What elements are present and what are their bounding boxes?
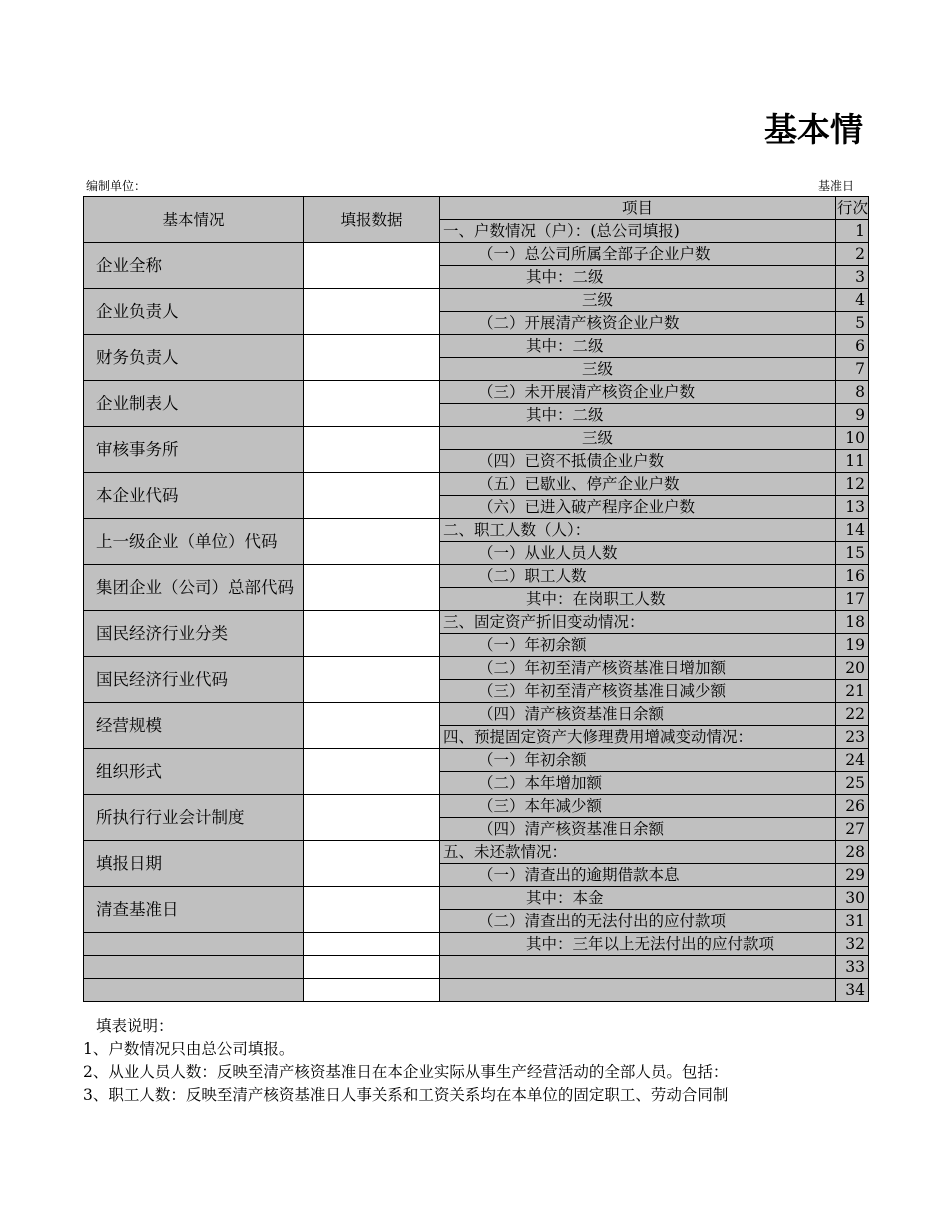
input-base-date[interactable] — [304, 887, 440, 933]
item-label: （三）年初至清产核资基准日减少额 — [440, 680, 836, 703]
item-label: 一、户数情况（户）：(总公司填报) — [440, 220, 836, 243]
label-industry-class: 国民经济行业分类 — [84, 611, 304, 657]
label-company-name: 企业全称 — [84, 243, 304, 289]
item-label: （二）本年增加额 — [440, 772, 836, 795]
item-label — [440, 979, 836, 1002]
header-row-no: 行次 — [836, 197, 869, 220]
row-number: 3 — [836, 266, 869, 289]
table-row — [84, 841, 869, 864]
row-number: 20 — [836, 657, 869, 680]
item-label: （五）已歇业、停产企业户数 — [440, 473, 836, 496]
instructions-heading: 填表说明： — [96, 1017, 174, 1035]
item-label: 其中：二级 — [440, 404, 836, 427]
table-row — [84, 427, 869, 450]
row-number: 26 — [836, 795, 869, 818]
label-company-code: 本企业代码 — [84, 473, 304, 519]
item-label: （一）从业人员人数 — [440, 542, 836, 565]
item-label: （三）本年减少额 — [440, 795, 836, 818]
row-number: 10 — [836, 427, 869, 450]
row-number: 23 — [836, 726, 869, 749]
empty-label-cell — [84, 933, 304, 956]
item-label: （三）未开展清产核资企业户数 — [440, 381, 836, 404]
item-label: （二）清查出的无法付出的应付款项 — [440, 910, 836, 933]
item-label: （四）已资不抵债企业户数 — [440, 450, 836, 473]
table-row — [84, 197, 869, 220]
table-row — [84, 335, 869, 358]
table-row — [84, 657, 869, 680]
row-number: 4 — [836, 289, 869, 312]
row-number: 6 — [836, 335, 869, 358]
row-number: 2 — [836, 243, 869, 266]
label-finance-head: 财务负责人 — [84, 335, 304, 381]
input-preparer[interactable] — [304, 381, 440, 427]
item-label: 四、预提固定资产大修理费用增减变动情况： — [440, 726, 836, 749]
item-label: 三级 — [440, 427, 836, 450]
empty-input-cell[interactable] — [304, 933, 440, 956]
item-label: （六）已进入破产程序企业户数 — [440, 496, 836, 519]
row-number: 18 — [836, 611, 869, 634]
input-company-name[interactable] — [304, 243, 440, 289]
table-row — [84, 381, 869, 404]
row-number: 25 — [836, 772, 869, 795]
row-number: 5 — [836, 312, 869, 335]
input-accounting-system[interactable] — [304, 795, 440, 841]
row-number: 29 — [836, 864, 869, 887]
item-label: （四）清产核资基准日余额 — [440, 703, 836, 726]
header-basic-info: 基本情况 — [84, 197, 304, 243]
input-company-code[interactable] — [304, 473, 440, 519]
table-row — [84, 473, 869, 496]
row-number: 9 — [836, 404, 869, 427]
header-fill-data: 填报数据 — [304, 197, 440, 243]
label-industry-code: 国民经济行业代码 — [84, 657, 304, 703]
item-label: 其中：三年以上无法付出的应付款项 — [440, 933, 836, 956]
label-legal-rep: 企业负责人 — [84, 289, 304, 335]
label-org-form: 组织形式 — [84, 749, 304, 795]
row-number: 28 — [836, 841, 869, 864]
empty-label-cell — [84, 979, 304, 1002]
row-number: 31 — [836, 910, 869, 933]
input-parent-code[interactable] — [304, 519, 440, 565]
table-row — [84, 956, 869, 979]
input-business-scale[interactable] — [304, 703, 440, 749]
row-number: 7 — [836, 358, 869, 381]
input-finance-head[interactable] — [304, 335, 440, 381]
row-number: 15 — [836, 542, 869, 565]
row-number: 33 — [836, 956, 869, 979]
instructions-box — [0, 1010, 863, 1110]
item-label: 其中：二级 — [440, 335, 836, 358]
label-business-scale: 经营规模 — [84, 703, 304, 749]
header-item: 项目 — [440, 197, 836, 220]
table-row — [84, 795, 869, 818]
instructions-line: 2、从业人员人数：反映至清产核资基准日在本企业实际从事生产经营活动的全部人员。包括： — [83, 1063, 729, 1081]
table-row — [84, 749, 869, 772]
item-label: （二）开展清产核资企业户数 — [440, 312, 836, 335]
item-label: 其中：本金 — [440, 887, 836, 910]
instructions-line: 3、职工人数：反映至清产核资基准日人事关系和工资关系均在本单位的固定职工、劳动合同制 — [83, 1086, 729, 1104]
input-group-hq-code[interactable] — [304, 565, 440, 611]
label-parent-code: 上一级企业（单位）代码 — [84, 519, 304, 565]
item-label: 二、职工人数（人）： — [440, 519, 836, 542]
row-number: 14 — [836, 519, 869, 542]
item-label: （二）职工人数 — [440, 565, 836, 588]
row-number: 16 — [836, 565, 869, 588]
table-row — [84, 979, 869, 1002]
row-number: 30 — [836, 887, 869, 910]
label-report-date: 填报日期 — [84, 841, 304, 887]
item-label: 三级 — [440, 289, 836, 312]
row-number: 1 — [836, 220, 869, 243]
row-number: 13 — [836, 496, 869, 519]
row-number: 12 — [836, 473, 869, 496]
label-audit-firm: 审核事务所 — [84, 427, 304, 473]
item-label: （一）年初余额 — [440, 634, 836, 657]
table-row — [84, 565, 869, 588]
table-row — [84, 243, 869, 266]
row-number: 11 — [836, 450, 869, 473]
table-row — [84, 887, 869, 910]
empty-label-cell — [84, 956, 304, 979]
row-number: 22 — [836, 703, 869, 726]
table-row — [84, 611, 869, 634]
page-title: 基本情 — [764, 110, 863, 149]
base-date-label: 基准日 — [818, 179, 855, 193]
table-row — [84, 289, 869, 312]
item-label: 五、未还款情况： — [440, 841, 836, 864]
input-legal-rep[interactable] — [304, 289, 440, 335]
row-number: 8 — [836, 381, 869, 404]
label-preparer: 企业制表人 — [84, 381, 304, 427]
row-number: 21 — [836, 680, 869, 703]
item-label: （一）年初余额 — [440, 749, 836, 772]
input-audit-firm[interactable] — [304, 427, 440, 473]
item-label: （一）清查出的逾期借款本息 — [440, 864, 836, 887]
item-label: 其中：二级 — [440, 266, 836, 289]
input-org-form[interactable] — [304, 749, 440, 795]
label-base-date: 清查基准日 — [84, 887, 304, 933]
item-label — [440, 956, 836, 979]
item-label: 三、固定资产折旧变动情况： — [440, 611, 836, 634]
row-number: 19 — [836, 634, 869, 657]
row-number: 27 — [836, 818, 869, 841]
row-number: 34 — [836, 979, 869, 1002]
row-number: 24 — [836, 749, 869, 772]
input-industry-code[interactable] — [304, 657, 440, 703]
instructions-line: 1、户数情况只由总公司填报。 — [83, 1040, 295, 1058]
label-group-hq-code: 集团企业（公司）总部代码 — [84, 565, 304, 611]
row-number: 32 — [836, 933, 869, 956]
item-label: （四）清产核资基准日余额 — [440, 818, 836, 841]
item-label: （二）年初至清产核资基准日增加额 — [440, 657, 836, 680]
table-row — [84, 519, 869, 542]
item-label: 三级 — [440, 358, 836, 381]
input-industry-class[interactable] — [304, 611, 440, 657]
row-number: 17 — [836, 588, 869, 611]
input-report-date[interactable] — [304, 841, 440, 887]
label-accounting-system: 所执行行业会计制度 — [84, 795, 304, 841]
empty-input-cell[interactable] — [304, 956, 440, 979]
info-table — [83, 196, 869, 1002]
item-label: 其中：在岗职工人数 — [440, 588, 836, 611]
info-table-container — [83, 196, 869, 1011]
table-row — [84, 703, 869, 726]
table-row — [84, 933, 869, 956]
unit-label: 编制单位： — [86, 179, 147, 193]
item-label: （一）总公司所属全部子企业户数 — [440, 243, 836, 266]
empty-input-cell[interactable] — [304, 979, 440, 1002]
